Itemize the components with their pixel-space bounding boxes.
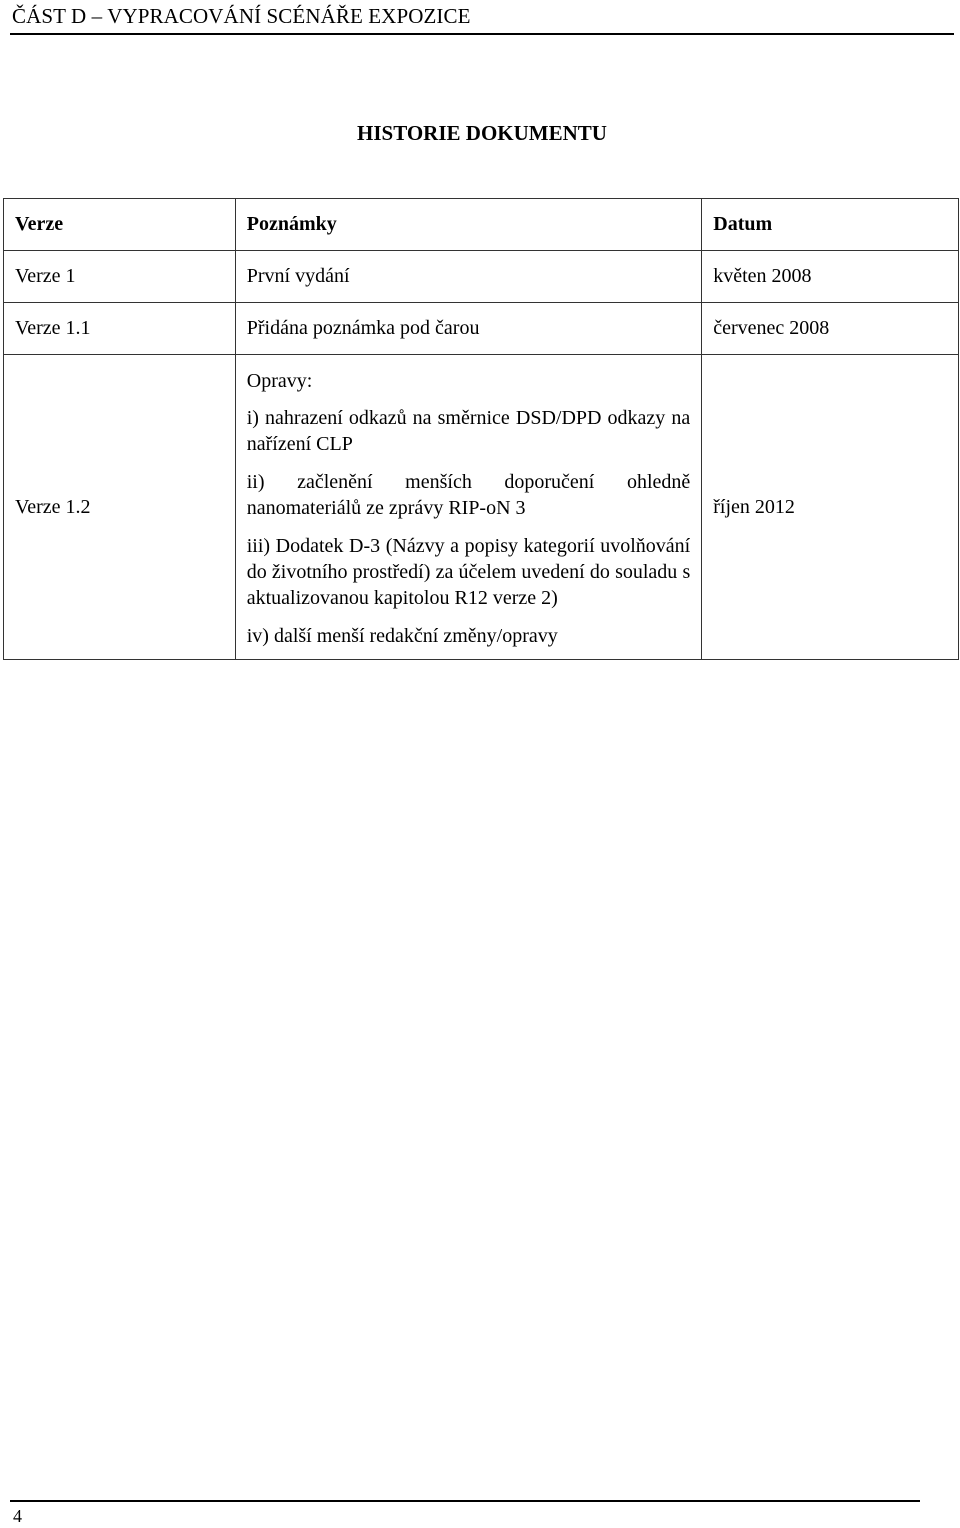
date-cell: květen 2008 — [702, 251, 959, 303]
page-number: 4 — [13, 1506, 22, 1526]
note-item: i) nahrazení odkazů na směrnice DSD/DPD odkazy na nařízení CLP — [246, 407, 691, 455]
running-header: ČÁST D – VYPRACOVÁNÍ SCÉNÁŘE EXPOZICE — [12, 4, 471, 28]
notes-cell: První vydání — [235, 251, 702, 303]
note-item: iii) Dodatek D-3 (Názvy a popisy kategorií uvolňování do životního prostředí) za účelem uvedení do souladu s aktualizovanou kapitolou R12 verze 2) — [246, 535, 691, 609]
version-cell: Verze 1 — [4, 251, 236, 303]
table-header-row — [4, 199, 959, 251]
version-cell: Verze 1.2 — [4, 355, 236, 660]
column-header-date: Datum — [702, 199, 959, 251]
date-cell: červenec 2008 — [702, 303, 959, 355]
date-cell: říjen 2012 — [702, 355, 959, 660]
document-title: HISTORIE DOKUMENTU — [357, 121, 607, 145]
footer-rule — [10, 1500, 920, 1502]
notes-intro: Opravy: — [246, 370, 313, 392]
table-row — [4, 251, 959, 303]
table-row-revision — [4, 355, 959, 660]
version-cell: Verze 1.1 — [4, 303, 236, 355]
notes-cell: Přidána poznámka pod čarou — [235, 303, 702, 355]
table-row — [4, 303, 959, 355]
note-item: iv) další menší redakční změny/opravy — [246, 625, 558, 647]
column-header-notes: Poznámky — [235, 199, 702, 251]
note-item: ii) začlenění menších doporučení ohledně nanomateriálů ze zprávy RIP-oN 3 — [246, 471, 691, 519]
column-header-version: Verze — [4, 199, 236, 251]
header-rule — [10, 33, 954, 35]
document-history-table — [3, 198, 959, 660]
notes-cell — [235, 355, 702, 660]
